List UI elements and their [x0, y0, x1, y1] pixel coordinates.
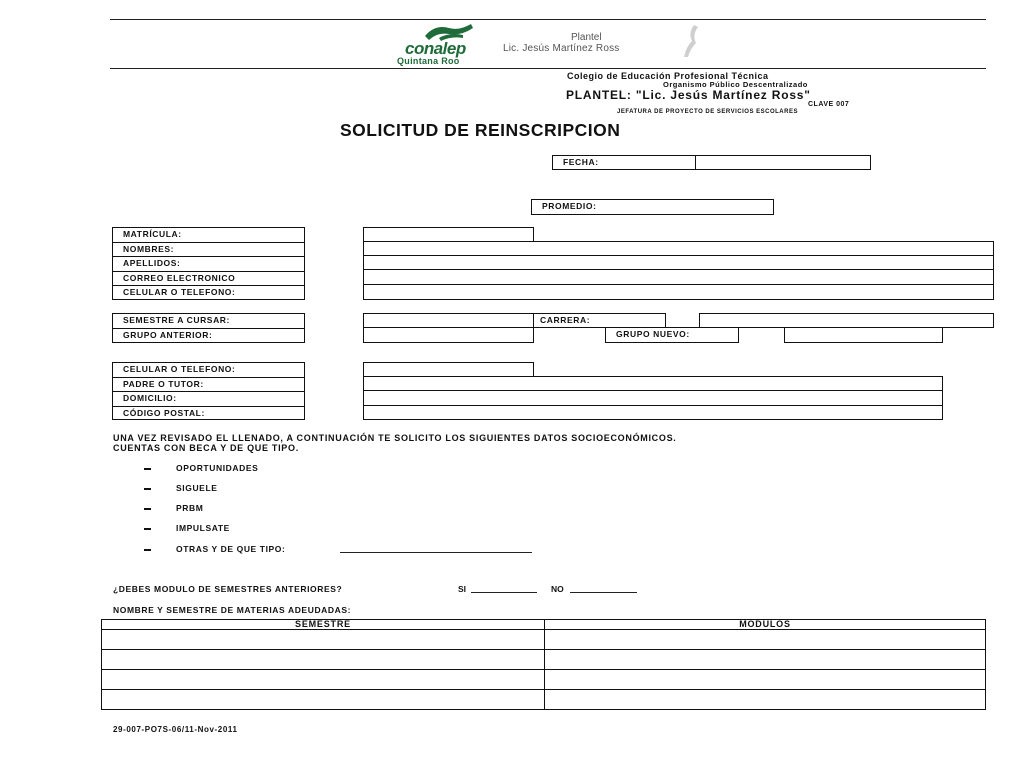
apellidos-field[interactable]	[363, 255, 994, 270]
codigo-postal-field[interactable]	[363, 405, 943, 420]
si-label: SI	[458, 584, 467, 594]
academic-labels	[112, 313, 305, 343]
conalep-logo	[393, 22, 503, 66]
grupo-nuevo-label-box	[605, 327, 739, 343]
header-modulos: MODULOS	[545, 620, 986, 630]
label-semestre: SEMESTRE A CURSAR:	[113, 314, 304, 329]
beca-item-oportunidades	[144, 463, 258, 473]
bullet-icon	[144, 468, 151, 470]
header-bottom-rule	[110, 68, 986, 69]
personal-labels	[112, 227, 305, 300]
grupo-nuevo-field[interactable]	[784, 327, 943, 343]
no-label: NO	[551, 584, 564, 594]
label-tutor-celular: CELULAR O TELEFONO:	[113, 363, 304, 378]
table-cell[interactable]	[545, 690, 986, 710]
bullet-icon	[144, 528, 151, 530]
beca-label: PRBM	[176, 503, 204, 513]
table-cell[interactable]	[545, 670, 986, 690]
page-title: SOLICITUD DE REINSCRIPCION	[340, 120, 621, 140]
table-row	[102, 670, 986, 690]
beca-item-siguele	[144, 483, 218, 493]
clave: CLAVE 007	[808, 101, 850, 108]
jefatura: JEFATURA DE PROYECTO DE SERVICIOS ESCOLARES	[617, 109, 798, 115]
label-grupo-anterior: GRUPO ANTERIOR:	[123, 329, 213, 340]
beca-label: SIGUELE	[176, 483, 218, 493]
modulo-question: ¿DEBES MODULO DE SEMESTRES ANTERIORES?	[113, 584, 343, 594]
table-row	[102, 630, 986, 650]
fecha-field[interactable]	[695, 155, 871, 170]
correo-field[interactable]	[363, 269, 994, 285]
table-cell[interactable]	[102, 630, 545, 650]
table-cell[interactable]	[102, 690, 545, 710]
materias-label: NOMBRE Y SEMESTRE DE MATERIAS ADEUDADAS:	[113, 605, 352, 615]
plantel-title: PLANTEL: "Lic. Jesús Martínez Ross"	[566, 88, 811, 102]
logo-brand: conalep	[405, 39, 466, 58]
promedio-label: PROMEDIO:	[542, 201, 597, 211]
socio-text-line2: CUENTAS CON BECA Y DE QUE TIPO.	[113, 443, 299, 453]
carrera-label-box	[533, 313, 666, 328]
footer-code: 29-007-PO7S-06/11-Nov-2011	[113, 725, 238, 734]
domicilio-field[interactable]	[363, 390, 943, 406]
matricula-field[interactable]	[363, 227, 534, 242]
grupo-nuevo-label: GRUPO NUEVO:	[616, 329, 690, 339]
carrera-field[interactable]	[699, 313, 994, 328]
institution-line2: Organismo Público Descentralizado	[663, 80, 808, 89]
label-celular: CELULAR O TELEFONO:	[123, 287, 236, 297]
table-cell[interactable]	[102, 670, 545, 690]
fecha-label-box	[552, 155, 696, 170]
header-top-rule	[110, 19, 986, 20]
beca-label: OTRAS Y DE QUE TIPO:	[176, 544, 286, 554]
label-correo: CORREO ELECTRONICO	[113, 272, 304, 287]
grupo-anterior-field[interactable]	[363, 327, 534, 343]
table-cell[interactable]	[102, 650, 545, 670]
beca-label: OPORTUNIDADES	[176, 463, 259, 473]
celular-field[interactable]	[363, 284, 994, 300]
plantel-name: Lic. Jesús Martínez Ross	[503, 43, 620, 54]
bullet-icon	[144, 488, 151, 490]
plantel-word: Plantel	[571, 32, 602, 43]
fecha-label: FECHA:	[563, 157, 599, 167]
no-blank-line[interactable]	[570, 592, 637, 593]
carrera-label: CARRERA:	[540, 315, 591, 325]
semestre-field[interactable]	[363, 313, 534, 328]
label-padre-tutor: PADRE O TUTOR:	[113, 378, 304, 393]
padre-tutor-field[interactable]	[363, 376, 943, 391]
institution-line1: Colegio de Educación Profesional Técnica	[567, 71, 769, 81]
table-row	[102, 690, 986, 710]
label-apellidos: APELLIDOS:	[113, 257, 304, 272]
table-cell[interactable]	[545, 630, 986, 650]
header-semestre: SEMESTRE	[102, 620, 545, 630]
nombres-field[interactable]	[363, 241, 994, 256]
beca-item-impulsate	[144, 523, 230, 533]
beca-item-otras	[144, 544, 285, 554]
label-domicilio: DOMICILIO:	[113, 392, 304, 407]
table-header-row	[102, 620, 986, 630]
socio-text-line1: UNA VEZ REVISADO EL LLENADO, A CONTINUACIÓN TE SOLICITO LOS SIGUIENTES DATOS SOCIOECONÓMICOS.	[113, 433, 677, 443]
materias-table	[101, 619, 986, 710]
otras-blank-line[interactable]	[340, 552, 532, 553]
si-blank-line[interactable]	[471, 592, 537, 593]
table-cell[interactable]	[545, 650, 986, 670]
label-codigo-postal: CÓDIGO POSTAL:	[123, 407, 205, 418]
table-row	[102, 650, 986, 670]
promedio-field[interactable]	[531, 199, 774, 215]
plantel-watermark-icon	[680, 23, 702, 59]
tutor-labels	[112, 362, 305, 420]
bullet-icon	[144, 508, 151, 510]
beca-label: IMPULSATE	[176, 523, 230, 533]
tutor-celular-field[interactable]	[363, 362, 534, 377]
label-nombres: NOMBRES:	[113, 243, 304, 258]
bullet-icon	[144, 549, 151, 551]
logo-brand-sub: Quintana Roo	[397, 56, 460, 66]
label-matricula: MATRÍCULA:	[113, 228, 304, 243]
beca-item-prbm	[144, 503, 203, 513]
